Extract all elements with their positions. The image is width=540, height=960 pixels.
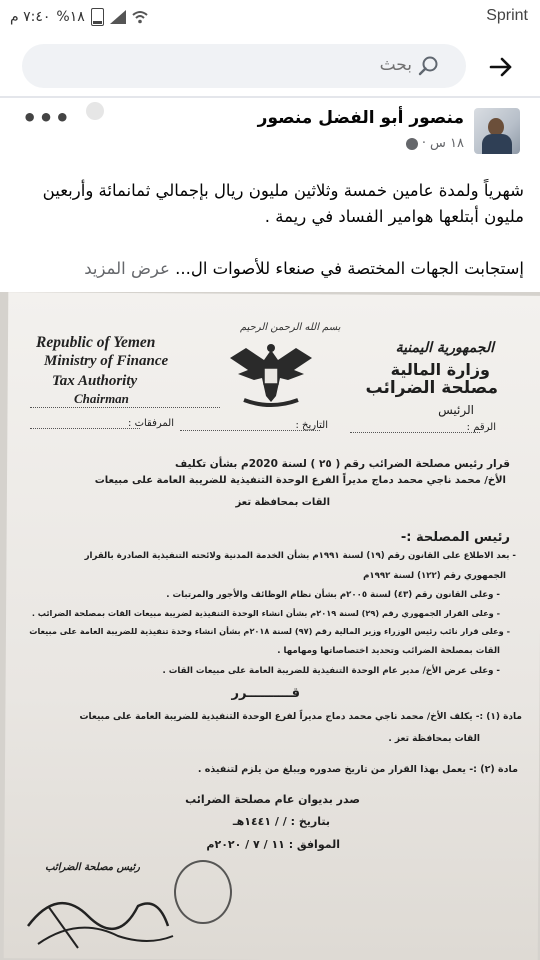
issued-line: صدر بديوان عام مصلحة الضرائب (185, 793, 360, 806)
official-stamp-icon (174, 860, 232, 924)
chair-heading: رئيس المصلحة :- (400, 530, 510, 545)
date-gregorian: الموافق : ١١ / ٧ / ٢٠٢٠م (206, 838, 340, 851)
basmala: بسم الله الرحمن الرحيم (240, 322, 341, 333)
post-author[interactable]: منصور أبو الفضل منصور (257, 108, 464, 128)
status-left (10, 8, 148, 26)
battery-percent: %١٨ (56, 9, 85, 25)
doc-ar-header-2: وزارة المالية (390, 360, 490, 379)
carrier-name: Sprint (486, 7, 528, 24)
battery-icon (91, 8, 104, 26)
clock: ٧:٤٠ م (10, 9, 51, 25)
doc-en-line-4: Chairman (74, 391, 129, 406)
decision-subtitle-2: القات بمحافظة تعز (235, 497, 330, 508)
ref-number-line (350, 432, 480, 433)
post-text-truncated: إستجابت الجهات المختصة في صنعاء للأصوات ال... (175, 259, 524, 278)
search-icon (418, 55, 440, 77)
search-input[interactable] (22, 44, 466, 88)
doc-ar-header-1: الجمهورية اليمنية (395, 340, 494, 356)
post-text-more (14, 256, 524, 282)
see-more-link[interactable]: عرض المزيد (84, 259, 170, 278)
body-line-4: - وعلى القرار الجمهوري رقم (٢٩) لسنة ٢٠١٩م بشأن انشاء الوحدة التنفيذية لضريبة مبيعات القات بمصلحة الضرائب . (31, 608, 500, 618)
ref-date-label: التاريخ : (295, 420, 328, 431)
search-placeholder: بحث (379, 55, 412, 75)
status-bar (0, 0, 540, 34)
body-line-3: - وعلى القانون رقم (٤٣) لسنة ٢٠٠٥م بشأن نظام الوظائف والأجور والمرتبات . (166, 590, 500, 600)
body-line-7: - وعلى عرض الأخ/ مدير عام الوحدة التنفيذية للضريبة العامة على مبيعات القات . (162, 666, 500, 676)
decision-title: قرار رئيس مصلحة الضرائب رقم ( ٢٥ ) لسنة 2020م بشأن تكليف (175, 458, 510, 470)
post-time[interactable]: ١٨ س (430, 136, 464, 151)
more-dots-icon[interactable]: ••• (22, 104, 72, 132)
date-hijri: بتاريخ : / / ١٤٤١هـ (232, 815, 330, 828)
body-line-2: الجمهوري رقم (١٢٢) لسنة ١٩٩٢م (363, 571, 506, 581)
search-row (0, 40, 540, 92)
doc-en-line-3: Tax Authority (52, 373, 138, 389)
article-2: مادة (٢) :- يعمل بهذا القرار من تاريخ صدوره ويبلغ من يلزم لتنفيذه . (197, 764, 518, 775)
eagle-emblem-icon (226, 340, 316, 410)
doc-ar-header-3: مصلحة الضرائب (365, 378, 498, 398)
doc-en-line-2: Ministry of Finance (44, 353, 169, 369)
insights-icon[interactable] (86, 102, 104, 120)
article-1-line-1: مادة (١) :- يكلف الأخ/ محمد ناجي محمد دماج مديراً لفرع الوحدة التنفيذية للضريبة العامة على مبيعات (79, 712, 522, 722)
body-line-6: القات بمصلحة الضرائب وتحديد اختصاصاتها ومهامها . (277, 646, 500, 656)
doc-en-line-1: Republic of Yemen (36, 334, 156, 351)
body-line-1: - بعد الاطلاع على القانون رقم (١٩) لسنة ١٩٩١م بشأن الخدمة المدنية ولائحته التنفيذية الصادرة بالقرار (84, 551, 516, 561)
signature-title: رئيس مصلحة الضرائب (45, 862, 140, 873)
signature-icon (18, 866, 178, 956)
wifi-icon (132, 10, 148, 24)
article-1-line-2: القات بمحافظة تعز . (388, 734, 480, 744)
decision-subtitle-1: الأخ/ محمد ناجي محمد دماج مديراً الفرع الوحدة التنفيذية للضريبة العامة على مبيعات (94, 475, 506, 486)
globe-icon (406, 138, 418, 150)
ref-attachments-label: المرفقات : (128, 418, 174, 429)
post-text: شهرياً ولمدة عامين خمسة وثلاثين مليون ريال بإجمالي ثمانمائة وأربعين مليون أبتلعها هوامير الفساد في ريمة . (42, 181, 524, 226)
avatar[interactable] (474, 108, 520, 154)
body-line-5: - وعلى قرار نائب رئيس الوزراء وزير المالية رقم (٩٧) لسنة ٢٠١٨م بشأن انشاء وحدة تنفيذية للضريبة العامة على مبيعات (29, 626, 510, 636)
header-divider (0, 96, 540, 98)
separator-dot: · (421, 136, 427, 151)
ref-attachments-line (30, 428, 140, 429)
ref-date-line (180, 430, 320, 431)
ref-number-label: الرقم : (466, 422, 496, 433)
doc-ar-header-4: الرئيس (438, 403, 474, 417)
post-meta (406, 136, 464, 151)
header-rule (30, 407, 220, 408)
decides-heading: قــــــــــرر (231, 686, 300, 701)
signal-icon (110, 10, 126, 24)
arrow-right-icon[interactable] (488, 54, 514, 80)
